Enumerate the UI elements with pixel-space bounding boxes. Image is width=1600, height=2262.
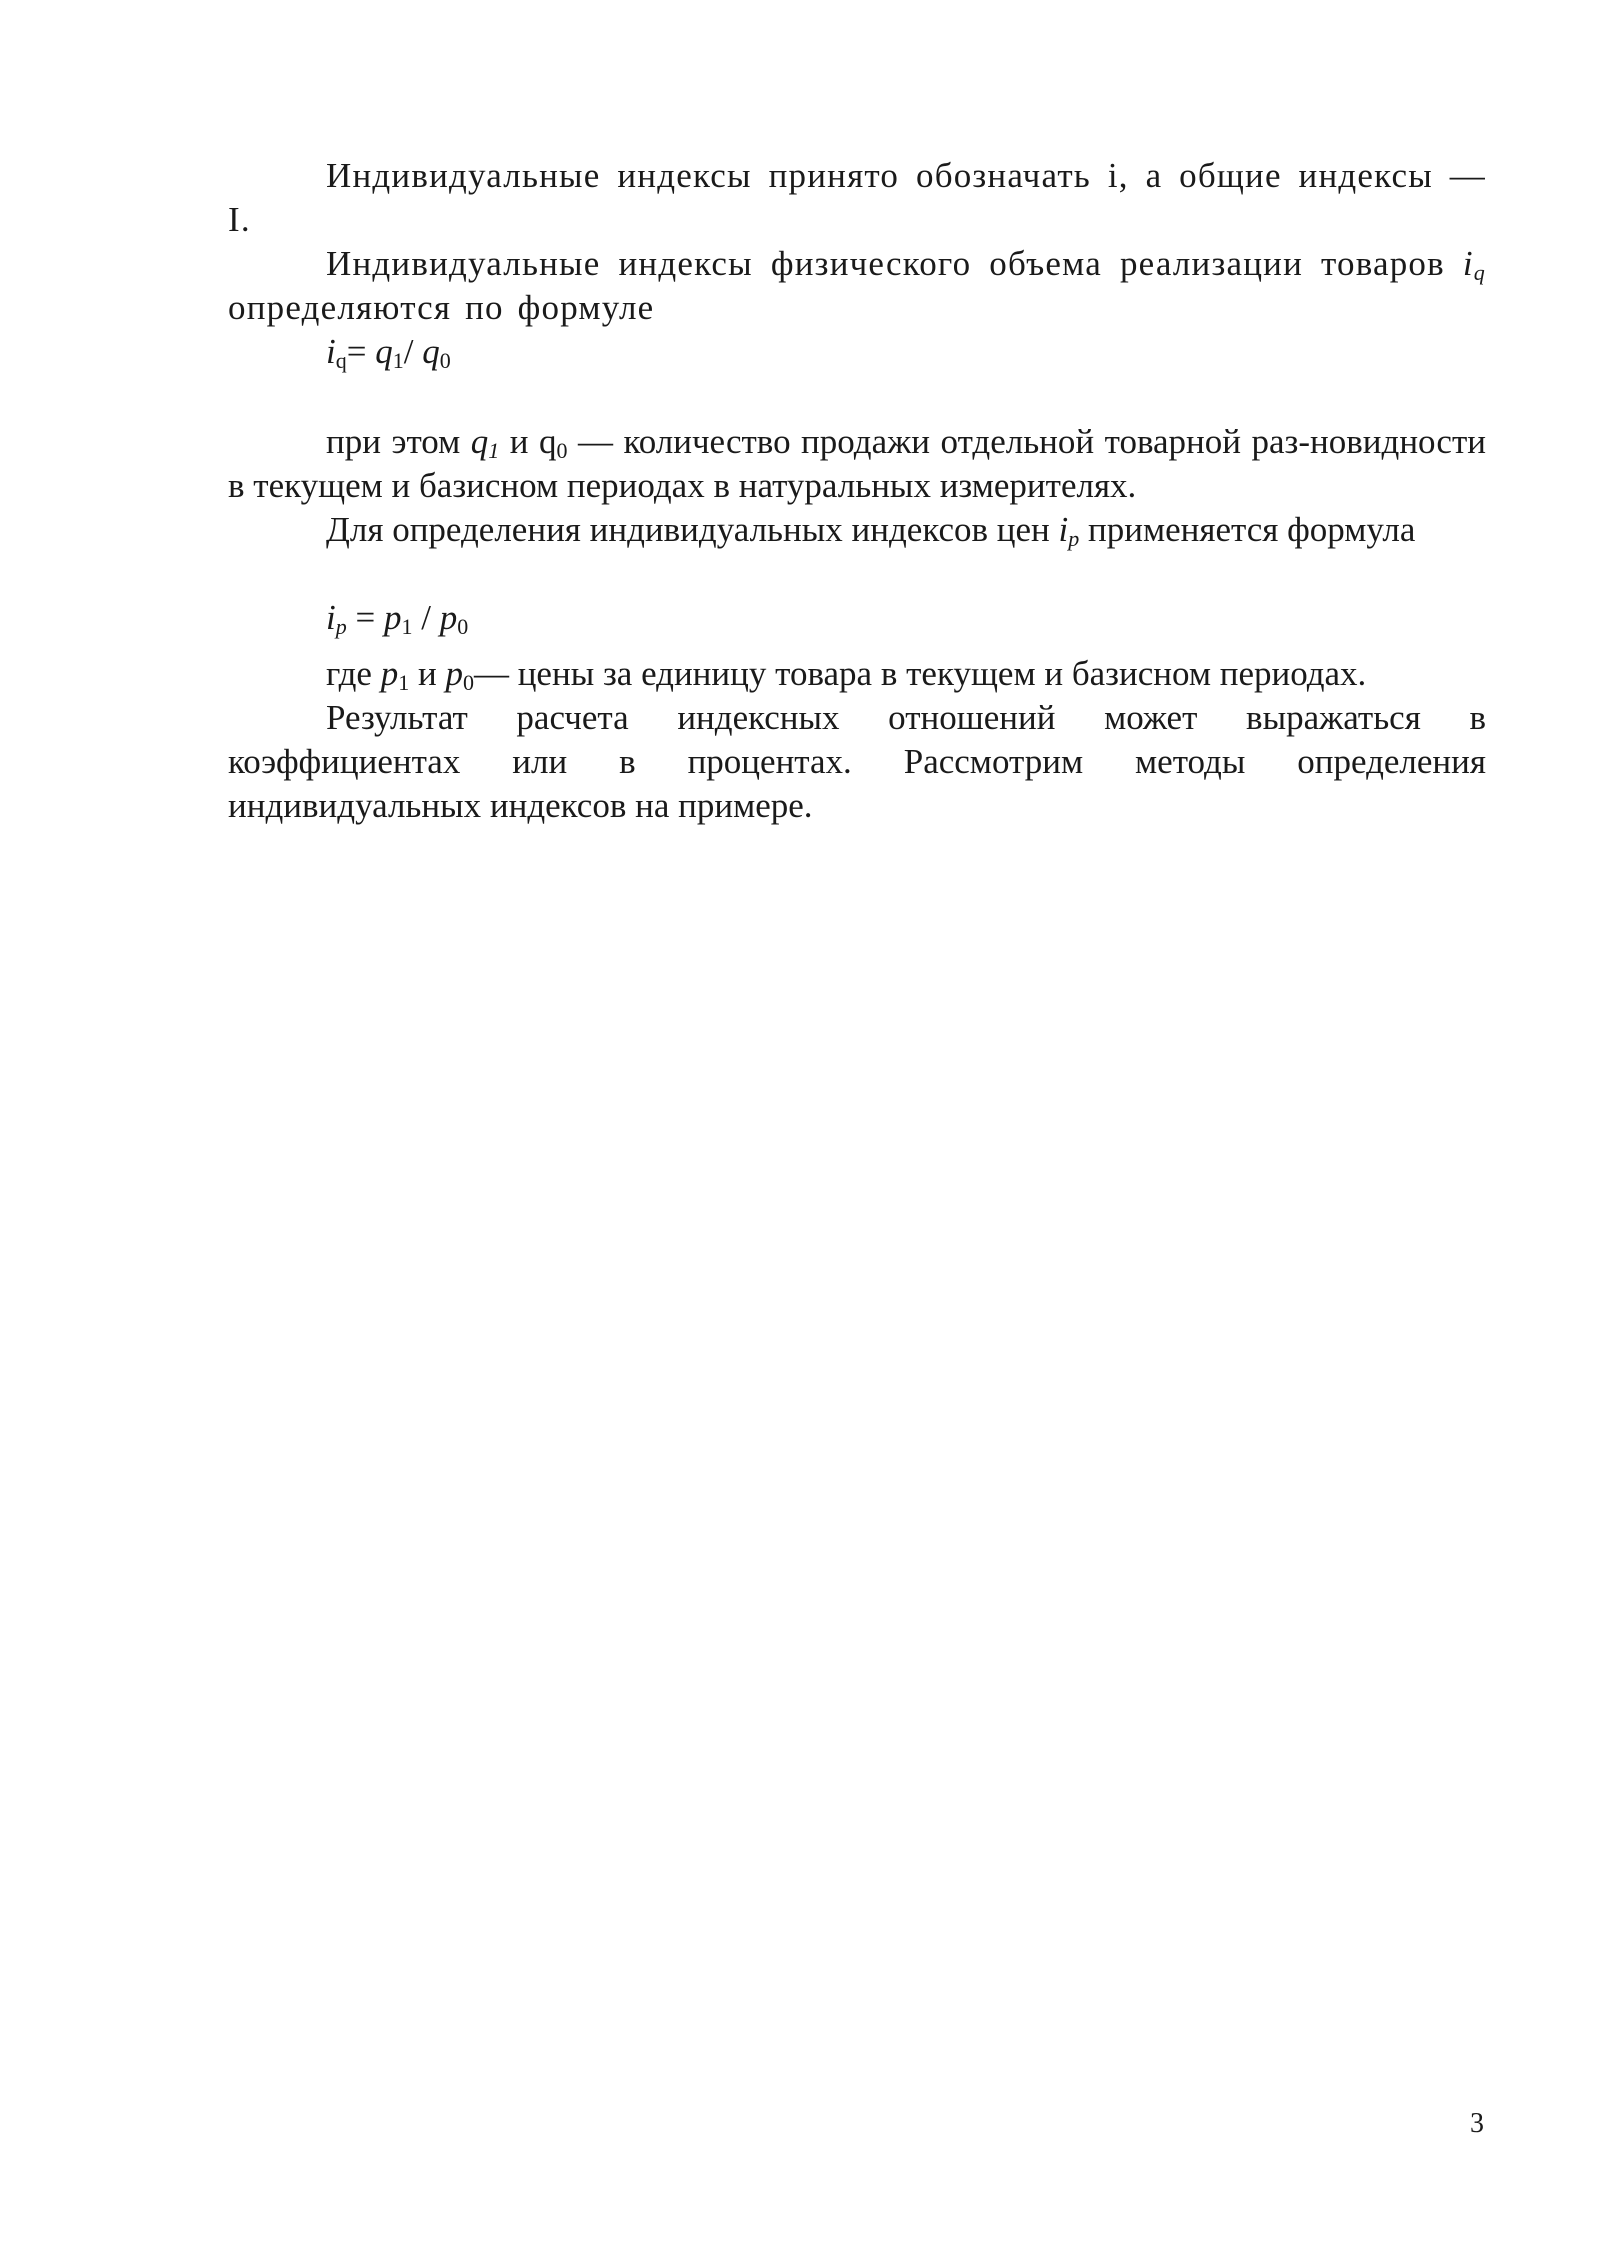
paragraph-index-notation <box>228 154 1486 242</box>
symbol-p: p <box>445 654 463 693</box>
symbol-q: q <box>470 422 489 461</box>
paragraph-text: — цены за единицу товара в текущем и базисном периодах. <box>473 654 1367 693</box>
paragraph-text: при этом <box>326 422 471 461</box>
symbol-i: i <box>326 598 336 637</box>
paragraph-text: определяются по формуле <box>228 288 655 327</box>
symbol-p: p <box>383 598 402 637</box>
subscript-text: 1 <box>488 438 500 463</box>
subscript-0: 0 <box>462 670 474 695</box>
paragraph-text: Индивидуальные индексы принято обозначать i, а общие индексы — I. <box>228 156 1486 239</box>
subscript-text: p <box>335 614 347 639</box>
symbol-p: p <box>380 654 399 693</box>
paragraph-price-index <box>228 508 1486 552</box>
subscript-1: 1 <box>401 614 413 639</box>
symbol-q: q <box>422 332 440 371</box>
subscript-q <box>1474 244 1486 283</box>
paragraph-result-expression <box>228 696 1486 828</box>
paragraph-text: где <box>326 654 381 693</box>
symbol-i: i <box>1058 510 1069 549</box>
paragraph-price-definition <box>228 652 1486 696</box>
division-slash: / <box>403 332 423 371</box>
symbol-q: q <box>375 332 393 371</box>
subscript-0: 0 <box>439 348 451 373</box>
paragraph-text: и <box>409 654 446 693</box>
paragraph-text: и q <box>499 422 557 461</box>
paragraph-text: применяется формула <box>1079 510 1416 549</box>
subscript-1 <box>488 422 499 461</box>
page-number: 3 <box>1470 2108 1484 2139</box>
subscript-0: 0 <box>556 438 568 463</box>
subscript-text: q <box>1473 260 1486 285</box>
paragraph-text: Индивидуальные индексы физического объема реализации товаров <box>326 244 1463 283</box>
subscript-p <box>336 598 347 637</box>
formula-ip <box>228 596 1486 640</box>
body-text <box>228 154 1486 828</box>
subscript-q: q <box>335 348 347 373</box>
subscript-0: 0 <box>457 614 469 639</box>
spacer <box>228 640 1486 652</box>
paragraph-physical-volume-index <box>228 242 1486 330</box>
equals-sign: = <box>346 598 384 637</box>
symbol-i: i <box>1462 244 1474 283</box>
paragraph-text: — количество продажи отдельной товарной раз-новидности в текущем и базисном периодах в натуральных измерителях. <box>228 422 1486 505</box>
spacer <box>228 552 1486 596</box>
subscript-text: p <box>1068 526 1080 551</box>
equals-sign: = <box>346 332 376 371</box>
subscript-1: 1 <box>398 670 410 695</box>
paragraph-text: Результат расчета индексных отношений может выражаться в коэффициентах или в процентах. Рассмотрим методы определения индивидуальных индексов на примере. <box>228 698 1486 825</box>
paragraph-quantity-definition <box>228 420 1486 508</box>
symbol-i: i <box>326 332 336 371</box>
subscript-1: 1 <box>392 348 404 373</box>
formula-iq <box>228 330 1486 374</box>
spacer <box>228 374 1486 420</box>
division-slash: / <box>412 598 440 637</box>
symbol-p: p <box>439 598 458 637</box>
paragraph-text: Для определения индивидуальных индексов цен <box>326 510 1059 549</box>
subscript-p <box>1068 510 1079 549</box>
